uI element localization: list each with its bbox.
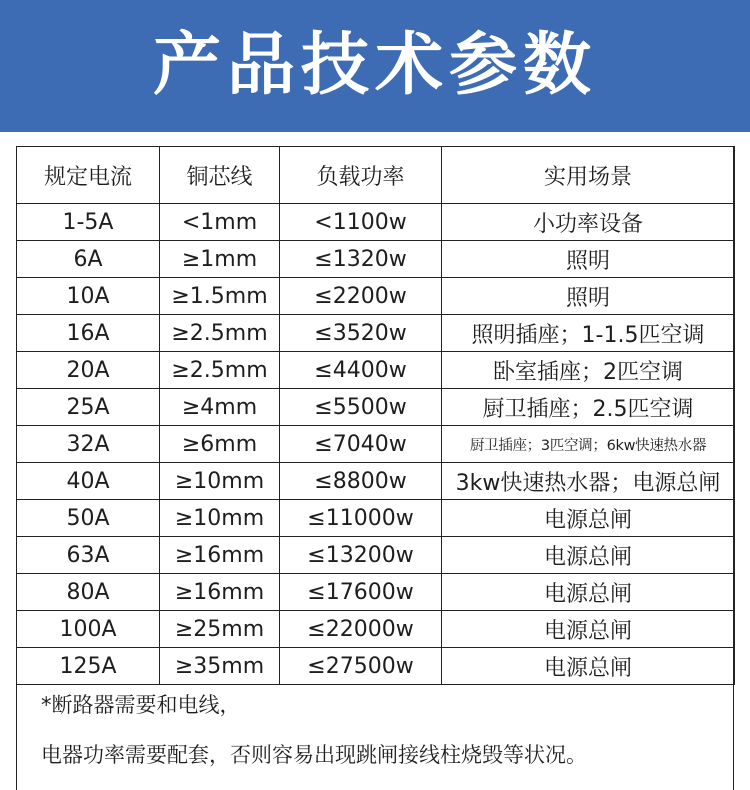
table-row	[17, 648, 735, 685]
table-body	[17, 204, 735, 685]
cell-rated-current: 63A	[17, 537, 160, 574]
cell-application: 电源总闸	[442, 574, 735, 611]
table-row	[17, 611, 735, 648]
table-row	[17, 315, 735, 352]
cell-rated-current: 32A	[17, 426, 160, 463]
cell-rated-current: 16A	[17, 315, 160, 352]
cell-application: 卧室插座；2匹空调	[442, 352, 735, 389]
cell-rated-current: 100A	[17, 611, 160, 648]
cell-load-power: ≤1320w	[280, 241, 442, 278]
header-load-power: 负载功率	[280, 147, 442, 204]
cell-copper-wire: ≥2.5mm	[160, 352, 280, 389]
cell-application: 厨卫插座；2.5匹空调	[442, 389, 735, 426]
cell-application: 照明	[442, 241, 735, 278]
cell-application: 小功率设备	[442, 204, 735, 241]
cell-copper-wire: <1mm	[160, 204, 280, 241]
cell-application: 照明	[442, 278, 735, 315]
table-row	[17, 500, 735, 537]
cell-application: 电源总闸	[442, 500, 735, 537]
cell-rated-current: 125A	[17, 648, 160, 685]
cell-load-power: ≤7040w	[280, 426, 442, 463]
footnote-line-2: 电器功率需要配套，否则容易出现跳闸接线柱烧毁等状况。	[41, 743, 587, 767]
spec-table	[16, 146, 735, 685]
cell-copper-wire: ≥16mm	[160, 537, 280, 574]
cell-rated-current: 40A	[17, 463, 160, 500]
cell-rated-current: 6A	[17, 241, 160, 278]
table-row	[17, 241, 735, 278]
cell-load-power: ≤22000w	[280, 611, 442, 648]
table-row	[17, 574, 735, 611]
header-copper-wire: 铜芯线	[160, 147, 280, 204]
cell-load-power: ≤13200w	[280, 537, 442, 574]
header-application: 实用场景	[442, 147, 735, 204]
spec-sheet	[16, 146, 734, 790]
cell-load-power: ≤5500w	[280, 389, 442, 426]
footnote-line-1: *断路器需要和电线，	[41, 693, 241, 717]
cell-application: 电源总闸	[442, 611, 735, 648]
table-header-row	[17, 147, 735, 204]
cell-load-power: ≤2200w	[280, 278, 442, 315]
cell-application: 电源总闸	[442, 537, 735, 574]
cell-rated-current: 50A	[17, 500, 160, 537]
cell-application: 照明插座；1-1.5匹空调	[442, 315, 735, 352]
cell-load-power: ≤17600w	[280, 574, 442, 611]
cell-load-power: ≤4400w	[280, 352, 442, 389]
table-row	[17, 426, 735, 463]
cell-application: 电源总闸	[442, 648, 735, 685]
cell-load-power: ≤3520w	[280, 315, 442, 352]
cell-copper-wire: ≥1.5mm	[160, 278, 280, 315]
table-row	[17, 389, 735, 426]
cell-load-power: <1100w	[280, 204, 442, 241]
cell-application: 厨卫插座；3匹空调；6kw快速热水器	[442, 426, 735, 463]
page-title: 产品技术参数	[152, 26, 597, 105]
table-row	[17, 204, 735, 241]
table-row	[17, 352, 735, 389]
footnote	[41, 689, 721, 771]
cell-copper-wire: ≥16mm	[160, 574, 280, 611]
cell-copper-wire: ≥10mm	[160, 500, 280, 537]
cell-load-power: ≤8800w	[280, 463, 442, 500]
table-row	[17, 278, 735, 315]
cell-copper-wire: ≥2.5mm	[160, 315, 280, 352]
cell-application: 3kw快速热水器；电源总闸	[442, 463, 735, 500]
cell-copper-wire: ≥10mm	[160, 463, 280, 500]
cell-copper-wire: ≥4mm	[160, 389, 280, 426]
cell-rated-current: 1-5A	[17, 204, 160, 241]
cell-rated-current: 25A	[17, 389, 160, 426]
cell-load-power: ≤11000w	[280, 500, 442, 537]
cell-rated-current: 80A	[17, 574, 160, 611]
cell-rated-current: 10A	[17, 278, 160, 315]
table-row	[17, 537, 735, 574]
cell-load-power: ≤27500w	[280, 648, 442, 685]
cell-copper-wire: ≥25mm	[160, 611, 280, 648]
cell-copper-wire: ≥35mm	[160, 648, 280, 685]
table-row	[17, 463, 735, 500]
cell-rated-current: 20A	[17, 352, 160, 389]
header-rated-current: 规定电流	[17, 147, 160, 204]
cell-copper-wire: ≥1mm	[160, 241, 280, 278]
cell-copper-wire: ≥6mm	[160, 426, 280, 463]
